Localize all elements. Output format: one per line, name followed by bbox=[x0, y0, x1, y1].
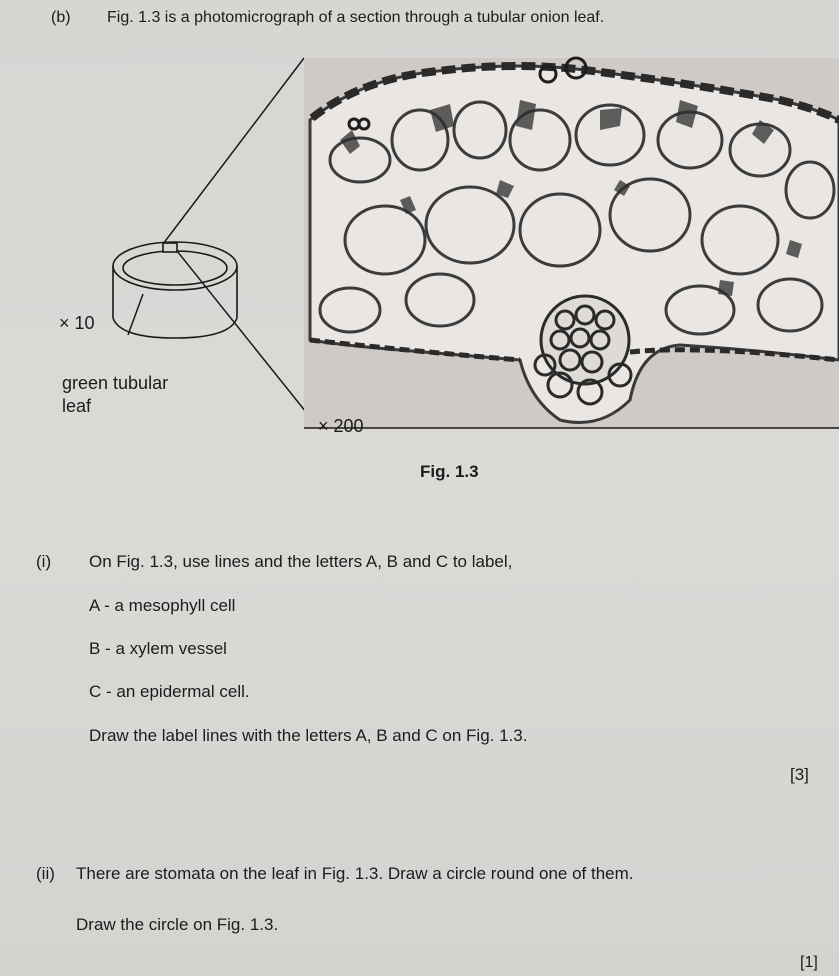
part-b-intro: Fig. 1.3 is a photomicrograph of a section through a tubular onion leaf. bbox=[107, 9, 605, 26]
figure-1-3 bbox=[0, 0, 839, 470]
part-i-marks: [3] bbox=[790, 765, 809, 784]
magnification-small: × 10 bbox=[59, 313, 95, 333]
label-item-c: C - an epidermal cell. bbox=[89, 682, 250, 701]
part-ii-label: (ii) bbox=[36, 864, 55, 883]
leaf-label-line1: green tubular bbox=[62, 373, 169, 393]
label-item-a: A - a mesophyll cell bbox=[89, 596, 236, 615]
part-i-instruction: On Fig. 1.3, use lines and the letters A, B and C to label, bbox=[89, 552, 513, 571]
part-ii-instruction: There are stomata on the leaf in Fig. 1.3. Draw a circle round one of them. bbox=[76, 864, 634, 883]
photomicrograph bbox=[304, 58, 839, 428]
part-ii-marks: [1] bbox=[800, 954, 818, 971]
magnification-large: × 200 bbox=[318, 416, 364, 436]
figure-caption: Fig. 1.3 bbox=[420, 462, 479, 481]
leaf-label-line2: leaf bbox=[62, 396, 92, 416]
part-b-label: (b) bbox=[51, 9, 71, 26]
part-ii-draw-instruction: Draw the circle on Fig. 1.3. bbox=[76, 915, 279, 934]
label-item-b: B - a xylem vessel bbox=[89, 639, 227, 658]
part-i-draw-instruction: Draw the label lines with the letters A, B and C on Fig. 1.3. bbox=[89, 726, 528, 745]
part-i-label: (i) bbox=[36, 552, 52, 571]
